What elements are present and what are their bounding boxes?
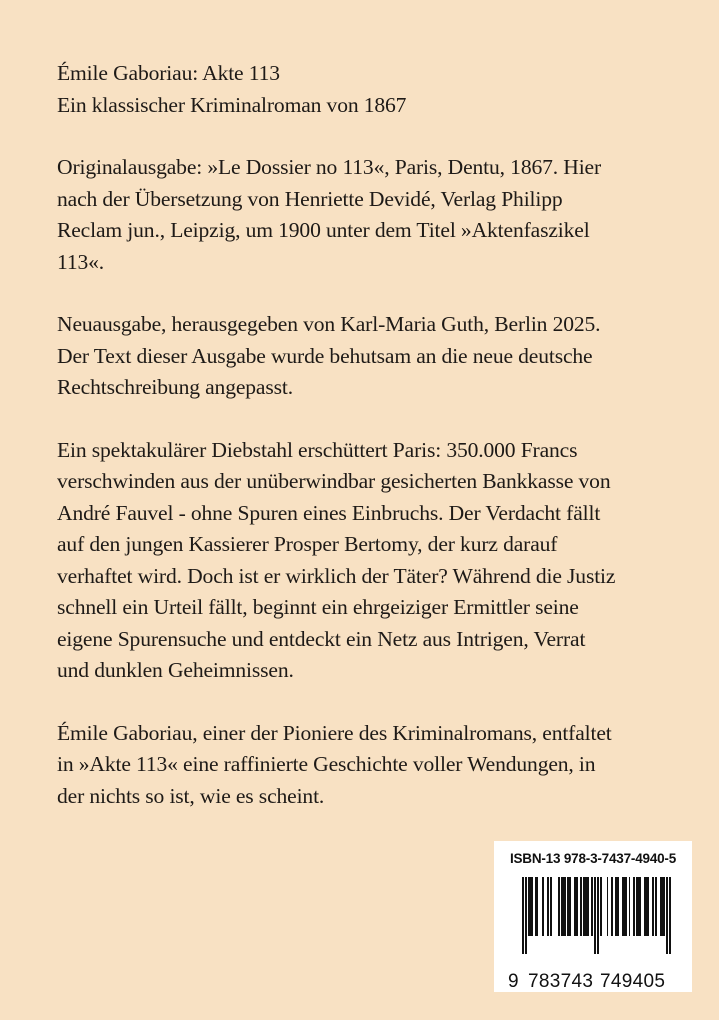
barcode-bar [622,877,627,936]
barcode-bar [542,877,544,936]
text-line: Originalausgabe: »Le Dossier no 113«, Paris, Dentu, 1867. Hier [57,155,602,179]
barcode-bar [525,877,527,954]
ean13-barcode [508,877,671,992]
barcode-bar [594,877,596,954]
barcode-bar [550,877,552,936]
text-line: der nichts so ist, wie es scheint. [57,783,325,808]
text-line: Rechtschreibung angepasst. [57,375,293,399]
book-title: Émile Gaboriau: Akte 113 [57,61,280,85]
barcode-first-digit: 9 [508,971,519,992]
barcode-bar [666,877,668,954]
barcode-bar [607,877,609,936]
barcode-bar [611,877,613,936]
barcode-bar [535,877,538,936]
text-line: 113«. [57,249,105,274]
isbn-label: ISBN-13 978-3-7437-4940-5 [509,851,677,866]
text-line: André Fauvel - ohne Spuren eines Einbruchs. Der Verdacht fällt [57,500,601,525]
new-edition-note [57,309,707,404]
barcode-bar [644,877,649,936]
isbn-barcode-box [494,841,692,992]
barcode-bar [522,877,524,954]
barcode-bar [561,877,566,936]
text-line: nach der Übersetzung von Henriette Devidé, Verlag Philipp [57,186,563,211]
text-line: verhaftet wird. Doch ist er wirklich der Täter? Während die Justiz [57,563,616,588]
text-line: und dunklen Geheimnissen. [57,658,294,682]
text-line: Émile Gaboriau, einer der Pioniere des Kriminalromans, entfaltet [57,720,612,745]
barcode-bar [660,877,665,936]
barcode-bar [580,877,582,936]
barcode-right-digits: 749405 [600,971,666,992]
barcode-bar [528,877,533,936]
barcode-bar [633,877,635,936]
author-note [57,718,707,813]
barcode-bar [583,877,589,936]
original-edition-note [57,152,707,278]
text-line: eigene Spurensuche und entdeckt ein Netz aus Intrigen, Verrat [57,626,586,651]
barcode-bar [558,877,560,936]
text-line: schnell ein Urteil fällt, beginnt ein ehrgeiziger Ermittler seine [57,595,579,619]
barcode-bar [629,877,631,936]
text-line: Ein spektakulärer Diebstahl erschüttert Paris: 350.000 Francs [57,437,578,462]
synopsis [57,435,707,687]
back-cover-text [57,58,707,843]
text-line: Reclam jun., Leipzig, um 1900 unter dem Titel »Aktenfaszikel [57,218,590,242]
barcode-bar [669,877,671,954]
barcode-bar [591,877,593,936]
text-line: Neuausgabe, herausgegeben von Karl-Maria Guth, Berlin 2025. [57,312,601,336]
book-subtitle: Ein klassischer Kriminalroman von 1867 [57,92,407,117]
barcode-bar [655,877,657,936]
barcode-bar [597,877,599,954]
barcode-bar [547,877,549,936]
title-block [57,58,707,121]
barcode-bar [636,877,641,936]
barcode-bar [567,877,570,936]
text-line: auf den jungen Kassierer Prosper Bertomy, der kurz darauf [57,532,558,556]
barcode-bar [615,877,620,936]
text-line: in »Akte 113« eine raffinierte Geschichte voller Wendungen, in [57,752,596,776]
barcode-left-digits: 783743 [528,971,594,992]
text-line: Der Text dieser Ausgabe wurde behutsam an die neue deutsche [57,343,593,368]
barcode-bar [574,877,579,936]
barcode-bar [600,877,602,936]
text-line: verschwinden aus der unüberwindbar gesicherten Bankkasse von [57,469,611,493]
barcode-bar [652,877,654,936]
